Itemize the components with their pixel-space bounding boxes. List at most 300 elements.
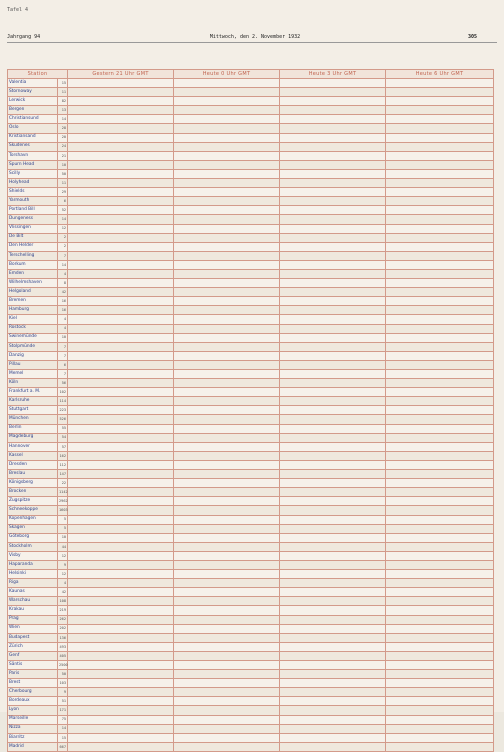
observation-cell — [68, 679, 174, 688]
station-name: Köln — [8, 379, 58, 388]
observation-cell — [174, 661, 280, 670]
table-row — [8, 597, 494, 606]
table-row — [8, 215, 494, 224]
observation-cell — [280, 670, 386, 679]
observation-cell — [386, 269, 494, 278]
station-height: 493 — [58, 642, 68, 651]
station-name: Riga — [8, 579, 58, 588]
station-height: 6 — [58, 360, 68, 369]
observation-cell — [174, 206, 280, 215]
observation-cell — [280, 479, 386, 488]
observation-cell — [386, 333, 494, 342]
observation-cell — [386, 397, 494, 406]
station-name: Zürich — [8, 642, 58, 651]
station-height: 405 — [58, 651, 68, 660]
station-name: Rostock — [8, 324, 58, 333]
table-row — [8, 624, 494, 633]
observation-cell — [174, 451, 280, 460]
observation-cell — [386, 288, 494, 297]
table-row — [8, 233, 494, 242]
observation-cell — [280, 651, 386, 660]
table-row — [8, 606, 494, 615]
observation-cell — [386, 224, 494, 233]
observation-cell — [280, 742, 386, 751]
observation-cell — [68, 97, 174, 106]
table-row — [8, 79, 494, 88]
station-name: Christiansund — [8, 115, 58, 124]
observation-cell — [174, 551, 280, 560]
station-height: 42 — [58, 288, 68, 297]
observation-cell — [68, 706, 174, 715]
weather-observation-table — [7, 69, 494, 752]
station-name: Brocken — [8, 488, 58, 497]
observation-cell — [280, 451, 386, 460]
observation-cell — [280, 142, 386, 151]
station-name: Swinemünde — [8, 333, 58, 342]
observation-cell — [68, 406, 174, 415]
station-name: Göteborg — [8, 533, 58, 542]
station-height: 4 — [58, 579, 68, 588]
observation-cell — [386, 406, 494, 415]
observation-cell — [386, 542, 494, 551]
observation-cell — [280, 679, 386, 688]
station-name: Kassel — [8, 451, 58, 460]
observation-cell — [174, 470, 280, 479]
observation-cell — [386, 706, 494, 715]
observation-cell — [174, 715, 280, 724]
observation-cell — [174, 188, 280, 197]
observation-cell — [174, 579, 280, 588]
station-height: 7 — [58, 370, 68, 379]
observation-cell — [280, 624, 386, 633]
observation-cell — [174, 415, 280, 424]
station-name: Lyon — [8, 706, 58, 715]
station-height: 136 — [58, 633, 68, 642]
observation-cell — [174, 106, 280, 115]
observation-cell — [174, 460, 280, 469]
observation-cell — [280, 269, 386, 278]
observation-cell — [174, 542, 280, 551]
volume-label: Jahrgang 94 — [7, 34, 41, 40]
station-height: 2 — [58, 242, 68, 251]
station-height: 14 — [58, 260, 68, 269]
observation-cell — [174, 524, 280, 533]
station-name: Valentia — [8, 79, 58, 88]
table-row — [8, 588, 494, 597]
observation-cell — [68, 560, 174, 569]
observation-cell — [174, 133, 280, 142]
observation-cell — [280, 542, 386, 551]
observation-cell — [174, 379, 280, 388]
observation-cell — [174, 488, 280, 497]
station-name: Kiel — [8, 315, 58, 324]
observation-cell — [386, 197, 494, 206]
station-name: Paris — [8, 670, 58, 679]
station-height: 51 — [58, 697, 68, 706]
observation-cell — [68, 524, 174, 533]
station-name: Dresden — [8, 460, 58, 469]
observation-cell — [174, 179, 280, 188]
station-height: 171 — [58, 706, 68, 715]
table-row — [8, 160, 494, 169]
observation-cell — [280, 106, 386, 115]
station-name: Dungeness — [8, 215, 58, 224]
station-height: 50 — [58, 169, 68, 178]
table-row — [8, 397, 494, 406]
observation-cell — [68, 197, 174, 206]
station-name: Helgoland — [8, 288, 58, 297]
table-row — [8, 315, 494, 324]
observation-cell — [68, 269, 174, 278]
observation-cell — [68, 688, 174, 697]
observation-cell — [280, 224, 386, 233]
station-height: 11 — [58, 179, 68, 188]
station-height: 4 — [58, 315, 68, 324]
observation-cell — [174, 242, 280, 251]
table-row — [8, 297, 494, 306]
table-row — [8, 724, 494, 733]
observation-cell — [68, 388, 174, 397]
observation-cell — [174, 88, 280, 97]
table-row — [8, 124, 494, 133]
station-name: Marseille — [8, 715, 58, 724]
observation-cell — [280, 442, 386, 451]
observation-cell — [280, 515, 386, 524]
station-name: Säntis — [8, 661, 58, 670]
observation-cell — [280, 351, 386, 360]
observation-cell — [386, 560, 494, 569]
observation-cell — [280, 524, 386, 533]
station-name: Zugspitze — [8, 497, 58, 506]
observation-cell — [280, 424, 386, 433]
station-name: Shields — [8, 188, 58, 197]
observation-cell — [68, 224, 174, 233]
station-name: Hamburg — [8, 306, 58, 315]
station-height: 1142 — [58, 488, 68, 497]
station-height: 5 — [58, 515, 68, 524]
station-height: 108 — [58, 597, 68, 606]
station-height: 2500 — [58, 661, 68, 670]
table-row — [8, 579, 494, 588]
station-name: Cherbourg — [8, 688, 58, 697]
observation-cell — [68, 215, 174, 224]
station-name: Vlissingen — [8, 224, 58, 233]
table-row — [8, 142, 494, 151]
observation-cell — [68, 342, 174, 351]
observation-cell — [68, 124, 174, 133]
station-height: 2962 — [58, 497, 68, 506]
station-height: 42 — [58, 588, 68, 597]
table-row — [8, 670, 494, 679]
observation-cell — [174, 215, 280, 224]
observation-cell — [386, 688, 494, 697]
observation-cell — [68, 606, 174, 615]
station-name: Lerwick — [8, 97, 58, 106]
station-height: 7 — [58, 342, 68, 351]
observation-cell — [174, 606, 280, 615]
station-height: 14 — [58, 115, 68, 124]
table-row — [8, 715, 494, 724]
observation-cell — [68, 651, 174, 660]
station-name: Hannover — [8, 442, 58, 451]
observation-cell — [174, 233, 280, 242]
table-row — [8, 706, 494, 715]
observation-cell — [174, 160, 280, 169]
station-height: 102 — [58, 388, 68, 397]
observation-cell — [174, 251, 280, 260]
observation-cell — [386, 606, 494, 615]
observation-cell — [386, 242, 494, 251]
table-row — [8, 551, 494, 560]
observation-cell — [174, 633, 280, 642]
table-row — [8, 351, 494, 360]
observation-cell — [174, 197, 280, 206]
observation-cell — [174, 288, 280, 297]
observation-cell — [280, 570, 386, 579]
observation-cell — [386, 433, 494, 442]
observation-cell — [68, 479, 174, 488]
observation-cell — [280, 406, 386, 415]
station-name: De Bilt — [8, 233, 58, 242]
station-name: Bremen — [8, 297, 58, 306]
station-height: 10 — [58, 160, 68, 169]
observation-cell — [174, 442, 280, 451]
observation-cell — [68, 306, 174, 315]
table-row — [8, 342, 494, 351]
station-name: Borkum — [8, 260, 58, 269]
table-row — [8, 470, 494, 479]
observation-cell — [280, 415, 386, 424]
table-row — [8, 251, 494, 260]
station-name: Königsberg — [8, 479, 58, 488]
table-row — [8, 642, 494, 651]
observation-cell — [386, 488, 494, 497]
observation-cell — [386, 97, 494, 106]
station-height: 7 — [58, 351, 68, 360]
observation-cell — [174, 269, 280, 278]
observation-cell — [280, 579, 386, 588]
observation-cell — [68, 542, 174, 551]
observation-cell — [68, 588, 174, 597]
station-height: 4 — [58, 324, 68, 333]
observation-cell — [68, 324, 174, 333]
observation-cell — [68, 188, 174, 197]
station-height: 28 — [58, 124, 68, 133]
observation-cell — [68, 506, 174, 515]
observation-cell — [68, 233, 174, 242]
station-name: Memel — [8, 370, 58, 379]
station-height: 2 — [58, 233, 68, 242]
observation-cell — [174, 560, 280, 569]
observation-cell — [280, 306, 386, 315]
observation-cell — [68, 661, 174, 670]
table-row — [8, 151, 494, 160]
observation-cell — [68, 160, 174, 169]
observation-cell — [174, 651, 280, 660]
table-row — [8, 88, 494, 97]
observation-cell — [386, 470, 494, 479]
observation-cell — [386, 315, 494, 324]
observation-cell — [386, 106, 494, 115]
table-row — [8, 179, 494, 188]
table-row — [8, 360, 494, 369]
observation-cell — [174, 533, 280, 542]
observation-cell — [386, 479, 494, 488]
observation-cell — [386, 279, 494, 288]
table-row — [8, 524, 494, 533]
observation-cell — [68, 442, 174, 451]
observation-cell — [280, 388, 386, 397]
observation-cell — [68, 424, 174, 433]
station-name: Helsinki — [8, 570, 58, 579]
table-row — [8, 197, 494, 206]
observation-cell — [386, 670, 494, 679]
observation-cell — [386, 588, 494, 597]
table-row — [8, 279, 494, 288]
station-height: 8 — [58, 279, 68, 288]
observation-cell — [386, 251, 494, 260]
station-name: Wilhelmshaven — [8, 279, 58, 288]
observation-cell — [174, 279, 280, 288]
observation-cell — [280, 506, 386, 515]
station-name: Torshavn — [8, 151, 58, 160]
group-header-yesterday-21: Gestern 21 Uhr GMT — [68, 70, 174, 79]
observation-cell — [174, 670, 280, 679]
observation-cell — [280, 115, 386, 124]
observation-cell — [280, 370, 386, 379]
station-name: Pillau — [8, 360, 58, 369]
observation-cell — [280, 706, 386, 715]
observation-cell — [386, 233, 494, 242]
station-height: 6 — [58, 197, 68, 206]
observation-cell — [280, 169, 386, 178]
station-name: Kaunas — [8, 588, 58, 597]
observation-cell — [68, 179, 174, 188]
observation-cell — [280, 597, 386, 606]
station-height: 4 — [58, 269, 68, 278]
group-header-today-03: Heute 3 Uhr GMT — [280, 70, 386, 79]
observation-cell — [386, 597, 494, 606]
observation-cell — [386, 142, 494, 151]
table-row — [8, 451, 494, 460]
table-body — [8, 79, 494, 752]
observation-cell — [68, 115, 174, 124]
date-line: Mittwoch, den 2. November 1932 — [209, 34, 301, 40]
station-height: 219 — [58, 606, 68, 615]
observation-cell — [68, 670, 174, 679]
observation-cell — [386, 624, 494, 633]
observation-cell — [386, 388, 494, 397]
observation-cell — [68, 333, 174, 342]
observation-cell — [68, 297, 174, 306]
station-height: 15 — [58, 79, 68, 88]
station-name: Stockholm — [8, 542, 58, 551]
observation-cell — [280, 160, 386, 169]
station-height: 14 — [58, 215, 68, 224]
observation-cell — [174, 433, 280, 442]
table-row — [8, 306, 494, 315]
station-height: 162 — [58, 451, 68, 460]
observation-cell — [280, 497, 386, 506]
table-row — [8, 742, 494, 751]
observation-cell — [280, 715, 386, 724]
station-height: 24 — [58, 142, 68, 151]
table-row — [8, 115, 494, 124]
observation-cell — [280, 433, 386, 442]
station-height: 112 — [58, 460, 68, 469]
observation-cell — [68, 169, 174, 178]
station-height: 202 — [58, 624, 68, 633]
station-height: 82 — [58, 97, 68, 106]
observation-cell — [280, 588, 386, 597]
station-name: Visby — [8, 551, 58, 560]
table-row — [8, 661, 494, 670]
observation-cell — [174, 697, 280, 706]
observation-cell — [68, 360, 174, 369]
table-row — [8, 651, 494, 660]
observation-cell — [386, 306, 494, 315]
station-height: 526 — [58, 415, 68, 424]
observation-cell — [174, 597, 280, 606]
observation-cell — [68, 397, 174, 406]
observation-cell — [386, 515, 494, 524]
observation-cell — [68, 615, 174, 624]
station-height: 29 — [58, 188, 68, 197]
observation-cell — [174, 397, 280, 406]
table-row — [8, 169, 494, 178]
observation-cell — [174, 679, 280, 688]
station-name: Schneekoppe — [8, 506, 58, 515]
observation-cell — [386, 742, 494, 751]
header-rule — [7, 42, 497, 43]
observation-cell — [68, 470, 174, 479]
observation-cell — [280, 324, 386, 333]
observation-cell — [386, 579, 494, 588]
observation-cell — [386, 188, 494, 197]
observation-cell — [174, 733, 280, 742]
observation-cell — [386, 151, 494, 160]
observation-cell — [174, 324, 280, 333]
table-row — [8, 333, 494, 342]
observation-cell — [68, 415, 174, 424]
observation-cell — [280, 197, 386, 206]
observation-cell — [68, 570, 174, 579]
station-height: 50 — [58, 670, 68, 679]
observation-cell — [386, 124, 494, 133]
observation-cell — [68, 597, 174, 606]
station-height: 9 — [58, 688, 68, 697]
observation-cell — [386, 179, 494, 188]
station-name: Bergen — [8, 106, 58, 115]
observation-cell — [386, 524, 494, 533]
page-number: 305 — [468, 34, 478, 40]
observation-cell — [68, 515, 174, 524]
observation-cell — [386, 379, 494, 388]
observation-cell — [280, 379, 386, 388]
observation-cell — [174, 342, 280, 351]
table-row — [8, 388, 494, 397]
station-height: 55 — [58, 424, 68, 433]
table-row — [8, 497, 494, 506]
station-name: Biarritz — [8, 733, 58, 742]
table-row — [8, 260, 494, 269]
station-name: Stuttgart — [8, 406, 58, 415]
group-header-today-06: Heute 6 Uhr GMT — [386, 70, 494, 79]
observation-cell — [174, 315, 280, 324]
observation-cell — [68, 142, 174, 151]
observation-cell — [68, 88, 174, 97]
observation-cell — [280, 233, 386, 242]
